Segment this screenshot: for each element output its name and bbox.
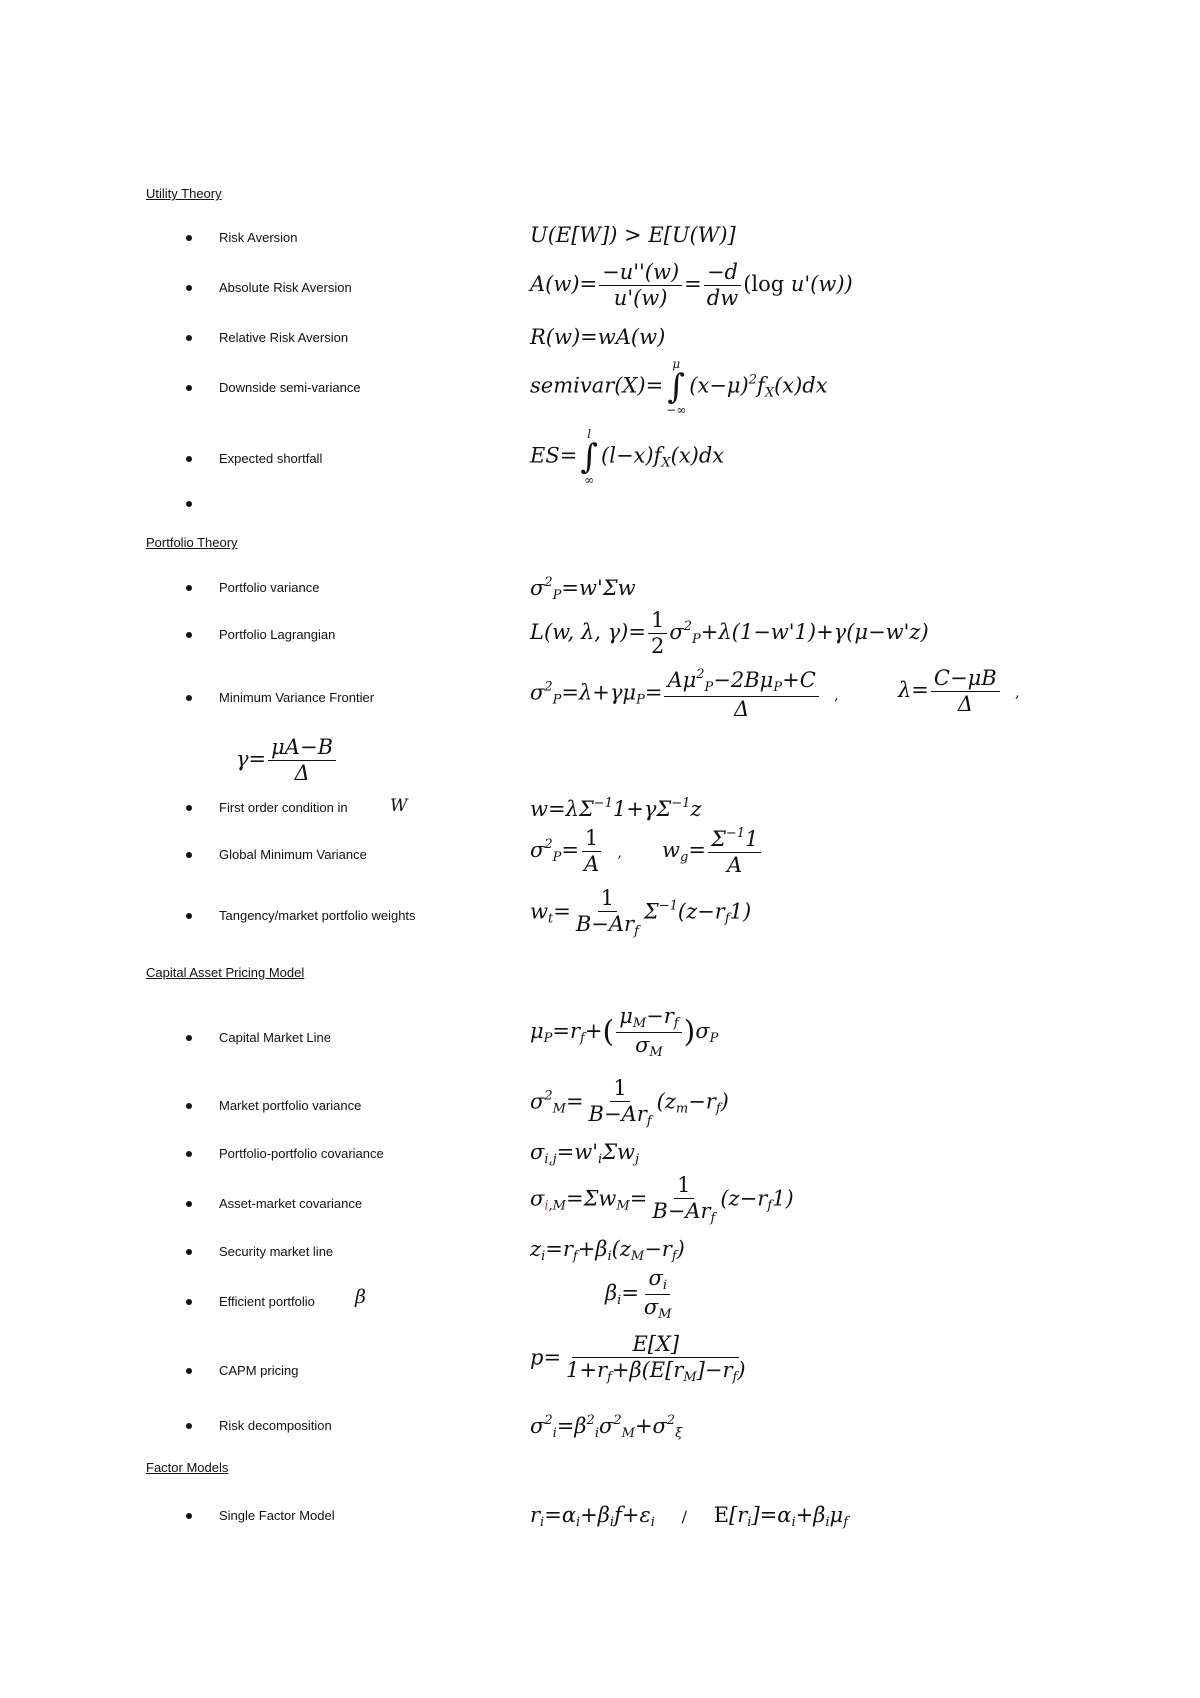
item-label: Portfolio-portfolio covariance [219,1146,384,1161]
bullet [184,630,194,640]
item-label: Minimum Variance Frontier [219,690,375,705]
bullet [184,499,194,509]
bullet [184,1033,194,1043]
bullet [184,1421,194,1431]
item-label: Absolute Risk Aversion [219,280,352,295]
bullet [184,1297,194,1307]
section-capm: Capital Asset Pricing Model [146,965,305,980]
equation-asset-market-covariance: $\sigma_{i,M}=\Sigma w_M=$ $\frac{1}{B-Ar_f}$ $(z-r_f1)$ [530,1173,794,1226]
equation-portfolio-covariance: $\sigma_{i,j}=w'_i\Sigma w_j$ [530,1140,640,1167]
bullet [184,383,194,393]
item-label: Tangency/market portfolio weights [219,908,416,923]
equation-single-factor-model: $r_i=\alpha_i+\beta_if+\varepsilon_i$ / $E[r_i]=\alpha_i+\beta_i\mu_f$ [530,1503,848,1530]
bullet [184,333,194,343]
bullet [184,1101,194,1111]
bullet [184,1149,194,1159]
item-label: Market portfolio variance [219,1098,362,1113]
item-label: Expected shortfall [219,451,323,466]
bullet [184,1511,194,1521]
bullet [184,693,194,703]
section-portfolio-theory: Portfolio Theory [146,535,238,550]
equation-tangency-weights: $w_t=$ $\frac{1}{B-Ar_f}$ $\Sigma^{-1}(z-r_f1)$ [530,886,752,939]
equation-capital-market-line: $\mu_P=r_f+$( $\frac{\mu_M-r_f}{\sigma_M}$ )$\sigma_P$ [530,1004,719,1060]
equation-expected-shortfall: ES= l ∫ ∞ $(l-x)f_X(x)dx$ [530,427,725,487]
equation-gamma: γ= $\frac{\mu A-B}{\Delta}$ [236,737,338,784]
bullet [184,1199,194,1209]
bullet [184,1247,194,1257]
item-label: Asset-market covariance [219,1196,363,1211]
equation-risk-aversion: U(E[W]) > E[U(W)] [530,223,736,247]
item-label: Portfolio variance [219,580,320,595]
equation-first-order-condition: $w=\lambda\Sigma^{-1}1+\gamma\Sigma^{-1}z$ [530,796,702,821]
equation-portfolio-lagrangian: L(w, λ, γ)= $\frac{1}{2}$ $\sigma^2_P+\lambda(1-w'1)+\gamma(\mu-w'z)$ [530,608,929,658]
bullet [184,454,194,464]
equation-global-min-variance: $\sigma^2_P=$ $\frac{1}{A}$ , $w_g=$ $\frac{\Sigma^{-1}1}{A}$ [530,827,763,876]
symbol-w: W [390,796,408,816]
item-label: Security market line [219,1244,334,1259]
bullet [184,803,194,813]
bullet [184,583,194,593]
equation-risk-decomposition: $\sigma^2_i=\beta^2_i\sigma^2_M+\sigma^2_\xi$ [530,1413,683,1441]
item-label: Global Minimum Variance [219,847,367,862]
symbol-beta: β [355,1286,366,1308]
equation-absolute-risk-aversion: A(w)= $\frac{-u''(w)}{u'(w)}$ = $\frac{-d}{dw}$ (log u'(w)) [530,260,853,310]
equation-market-variance: $\sigma^2_M=$ $\frac{1}{B-Ar_f}$ $(z_m-r_f)$ [530,1076,729,1129]
equation-portfolio-variance: $\sigma^2_P=w'\Sigma w$ [530,575,636,603]
equation-capm-pricing: p= $\frac{E[X]}{1+r_f+\beta(E[r_M]-r_f)}$ [530,1332,746,1385]
equation-min-variance-frontier: $\sigma^2_P=\lambda+\gamma\mu_P=$ $\frac{A\mu^2_P-2B\mu_P+C}{\Delta}$ , [530,667,839,721]
item-label: First order condition in [219,800,348,815]
item-label: Risk decomposition [219,1418,332,1433]
item-label: Capital Market Line [219,1030,331,1045]
item-label: CAPM pricing [219,1363,299,1378]
equation-efficient-beta: $\beta_i=$ $\frac{\sigma_i}{\sigma_M}$ [605,1266,672,1322]
equation-relative-risk-aversion: R(w)=wA(w) [530,325,666,349]
bullet [184,911,194,921]
bullet [184,850,194,860]
section-utility-theory: Utility Theory [146,186,222,201]
equation-lambda: λ= $\frac{C-\mu B}{\Delta}$ , [898,666,1020,716]
item-label: Portfolio Lagrangian [219,627,336,642]
item-label: Risk Aversion [219,230,298,245]
bullet [184,283,194,293]
bullet [184,1366,194,1376]
bullet [184,233,194,243]
item-label: Relative Risk Aversion [219,330,349,345]
equation-security-market-line: $z_i=r_f+\beta_i(z_M-r_f)$ [530,1237,685,1264]
section-factor-models: Factor Models [146,1460,229,1475]
item-label: Efficient portfolio [219,1294,315,1309]
item-label: Single Factor Model [219,1508,335,1523]
equation-semivariance: semivar(X)= μ ∫ −∞ $(x-\mu)^2f_X(x)dx$ [530,357,828,417]
item-label: Downside semi-variance [219,380,361,395]
